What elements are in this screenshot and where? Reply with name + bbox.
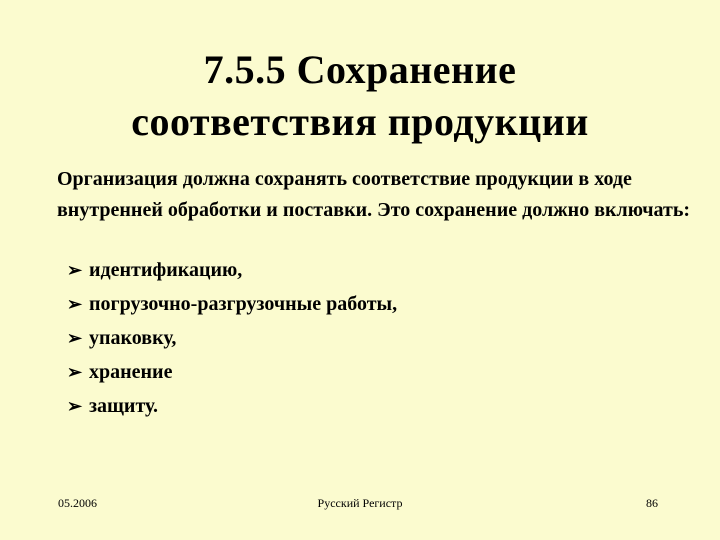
bullet-item [67, 287, 397, 321]
bullet-text: защиту. [89, 394, 159, 417]
slide-title-line-2: соответствия продукции [131, 99, 589, 144]
bullet-text: погрузочно-разгрузочные работы, [89, 292, 398, 315]
arrow-bullet-icon: ➢ [67, 327, 83, 348]
bullet-item [67, 321, 397, 355]
bullet-text: хранение [89, 360, 173, 383]
bullet-item [67, 355, 397, 389]
slide-title-line-1: 7.5.5 Сохранение [203, 47, 517, 92]
bullet-item [67, 253, 397, 287]
arrow-bullet-icon: ➢ [67, 395, 83, 416]
arrow-bullet-icon: ➢ [67, 361, 83, 382]
footer-organization: Русский Регистр [317, 496, 403, 510]
slide-title [0, 44, 720, 148]
arrow-bullet-icon: ➢ [67, 259, 83, 280]
footer-date: 05.2006 [58, 496, 97, 510]
page-number: 86 [646, 496, 658, 510]
bullet-text: идентификацию, [89, 258, 243, 281]
bullet-list [67, 253, 397, 423]
bullet-text: упаковку, [89, 326, 177, 349]
intro-paragraph: Организация должна сохранять соответствие продукции в ходе внутренней обработки и поставки. Это сохранение должно включать: [57, 168, 691, 221]
bullet-item [67, 389, 397, 423]
arrow-bullet-icon: ➢ [67, 293, 83, 314]
